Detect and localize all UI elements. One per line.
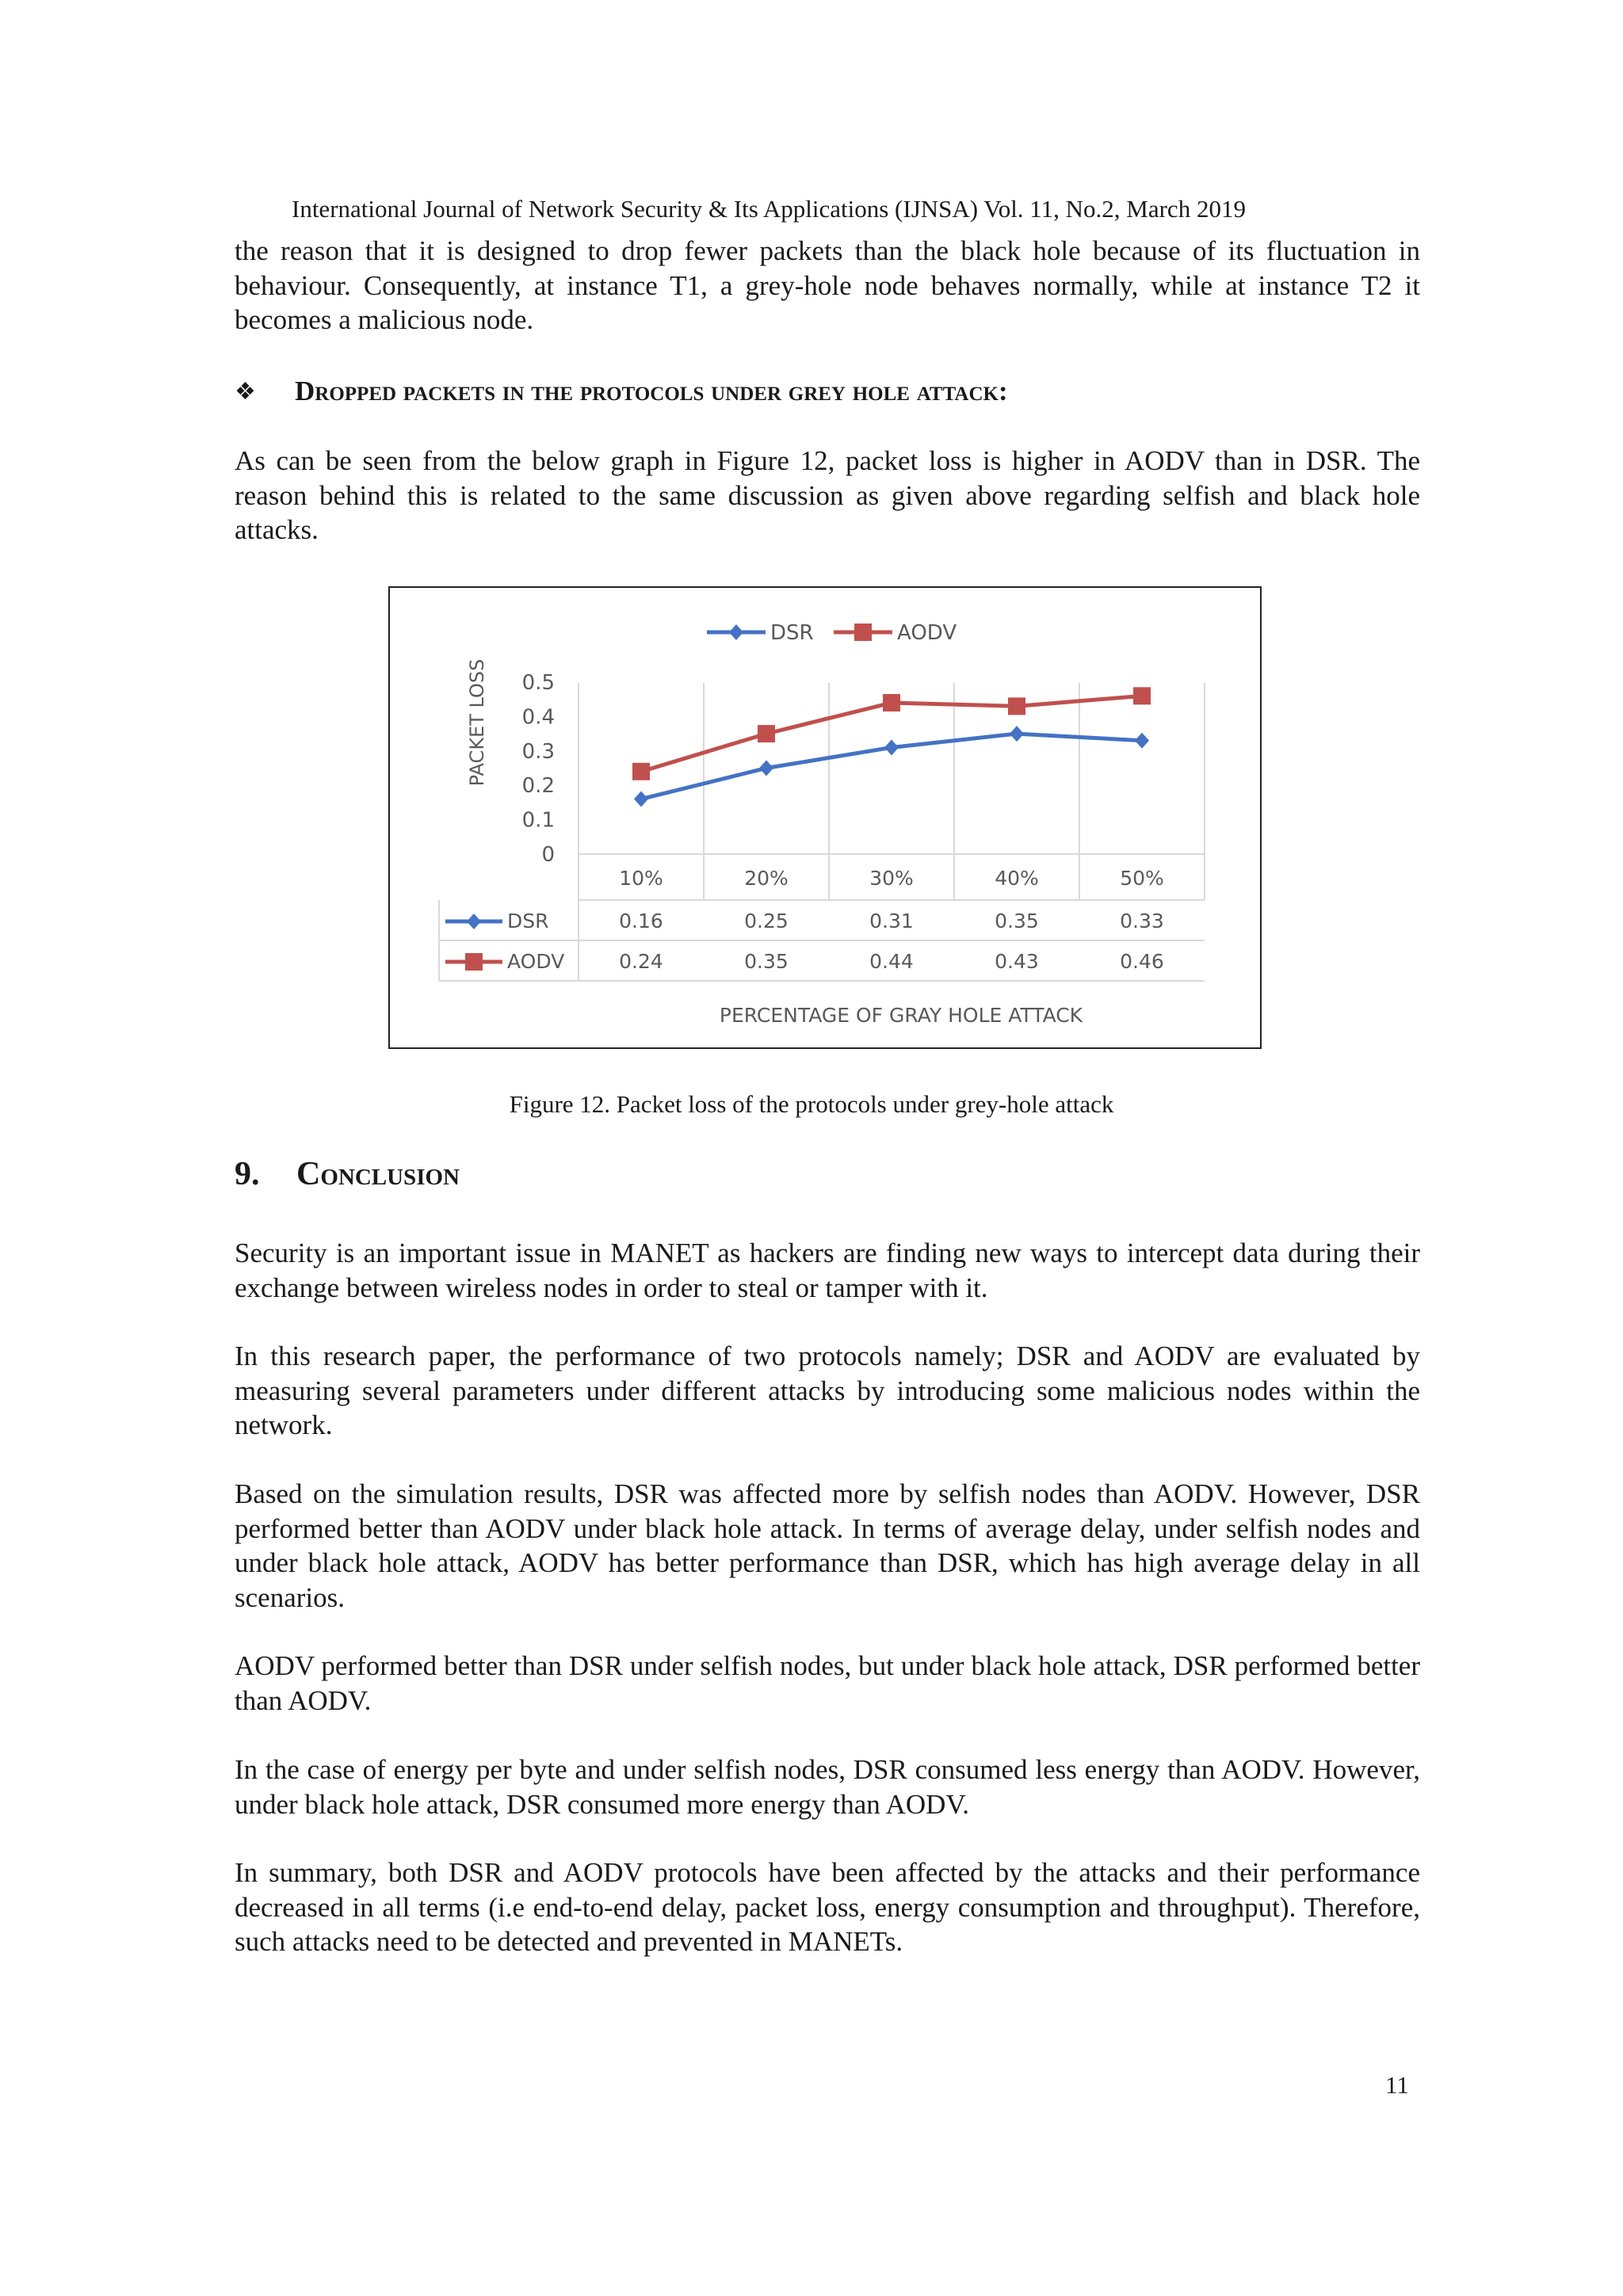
chart-canvas xyxy=(390,588,1260,1047)
table-series-label-dsr: DSR xyxy=(507,910,549,933)
x-tick-label: 20% xyxy=(744,867,789,890)
figure-12-chart xyxy=(388,586,1262,1049)
table-series-label-aodv: AODV xyxy=(507,950,565,973)
y-tick-label: 0.2 xyxy=(521,774,555,799)
table-legend-marker-aodv xyxy=(465,953,483,971)
conclusion-paragraph-5: In the case of energy per byte and under selfish nodes, DSR consumed less energy than AODV. However, under black hole attack, DSR consumed more energy than AODV. xyxy=(235,1754,1420,1820)
table-value-dsr: 0.35 xyxy=(995,910,1039,933)
conclusion-paragraph-1: Security is an important issue in MANET as hackers are finding new ways to intercept data during their exchange between wireless nodes in order to steal or tamper with it. xyxy=(235,1238,1420,1303)
data-point-dsr xyxy=(634,791,648,807)
y-tick-label: 0.4 xyxy=(521,705,555,730)
table-value-aodv: 0.44 xyxy=(869,950,914,973)
data-point-aodv xyxy=(758,725,775,742)
table-value-aodv: 0.46 xyxy=(1120,950,1164,973)
section-heading xyxy=(235,1155,460,1193)
figure-intro-paragraph: As can be seen from the below graph in Figure 12, packet loss is higher in AODV than in DSR. The reason behind this is related to the same discussion as given above regarding selfish and black hole attacks. xyxy=(235,445,1420,545)
table-value-dsr: 0.16 xyxy=(619,910,663,933)
legend-marker-aodv xyxy=(854,624,872,641)
data-point-dsr xyxy=(884,739,899,755)
x-tick-label: 50% xyxy=(1120,867,1164,890)
data-point-dsr xyxy=(759,761,773,776)
conclusion-paragraph-6: In summary, both DSR and AODV protocols have been affected by the attacks and their performance decreased in all terms (i.e end-to-end delay, packet loss, energy consumption and throughput). Therefore, such attacks need to be detected and prevented in MANETs. xyxy=(235,1857,1420,1957)
x-axis-title: PERCENTAGE OF GRAY HOLE ATTACK xyxy=(719,1004,1083,1027)
figure-caption: Figure 12. Packet loss of the protocols under grey-hole attack xyxy=(509,1090,1114,1118)
x-tick-label: 30% xyxy=(869,867,914,890)
page-number: 11 xyxy=(1385,2071,1409,2099)
data-point-aodv xyxy=(1008,697,1025,715)
y-tick-label: 0.1 xyxy=(521,808,555,833)
legend-marker-dsr xyxy=(729,624,743,640)
legend-label-dsr: DSR xyxy=(770,621,814,645)
bullet-heading-text: Dropped packets in the protocols under grey hole attack: xyxy=(295,376,1008,406)
table-value-aodv: 0.43 xyxy=(995,950,1039,973)
table-value-dsr: 0.33 xyxy=(1120,910,1164,933)
section-number: 9. xyxy=(235,1156,260,1192)
table-value-dsr: 0.25 xyxy=(744,910,789,933)
intro-paragraph: the reason that it is designed to drop fewer packets than the black hole because of its fluctuation in behaviour. Consequently, at instance T1, a grey-hole node behaves normally, while at instance T2 it becomes a malicious node. xyxy=(235,235,1420,335)
y-tick-label: 0.5 xyxy=(521,671,555,695)
table-value-aodv: 0.35 xyxy=(744,950,789,973)
table-value-dsr: 0.31 xyxy=(869,910,914,933)
data-point-dsr xyxy=(1135,733,1149,749)
journal-header: International Journal of Network Security & Its Applications (IJNSA) Vol. 11, No.2, March 2019 xyxy=(292,195,1246,223)
bullet-heading xyxy=(235,376,1008,407)
conclusion-paragraph-2: In this research paper, the performance of two protocols namely; DSR and AODV are evaluated by measuring several parameters under different attacks by introducing some malicious nodes within the network. xyxy=(235,1341,1420,1440)
conclusion-paragraph-4: AODV performed better than DSR under selfish nodes, but under black hole attack, DSR performed better than AODV. xyxy=(235,1650,1420,1716)
x-tick-label: 10% xyxy=(619,867,663,890)
table-legend-marker-dsr xyxy=(467,913,481,929)
x-tick-label: 40% xyxy=(995,867,1039,890)
conclusion-paragraph-3: Based on the simulation results, DSR was affected more by selfish nodes than AODV. However, DSR performed better than AODV under black hole attack. In terms of average delay, under selfish nodes and under black hole attack, AODV has better performance than DSR, which has high average delay in all scenarios. xyxy=(235,1478,1420,1613)
y-tick-label: 0 xyxy=(541,843,555,867)
data-point-aodv xyxy=(883,694,900,711)
legend-label-aodv: AODV xyxy=(897,621,957,645)
table-value-aodv: 0.24 xyxy=(619,950,663,973)
section-title: Conclusion xyxy=(296,1156,460,1192)
data-point-dsr xyxy=(1010,726,1024,742)
data-point-aodv xyxy=(1133,687,1151,704)
data-point-aodv xyxy=(632,763,650,780)
diamond-bullet-icon: ❖ xyxy=(235,378,256,405)
y-axis-title: PACKET LOSS xyxy=(466,658,488,787)
y-tick-label: 0.3 xyxy=(521,739,555,764)
